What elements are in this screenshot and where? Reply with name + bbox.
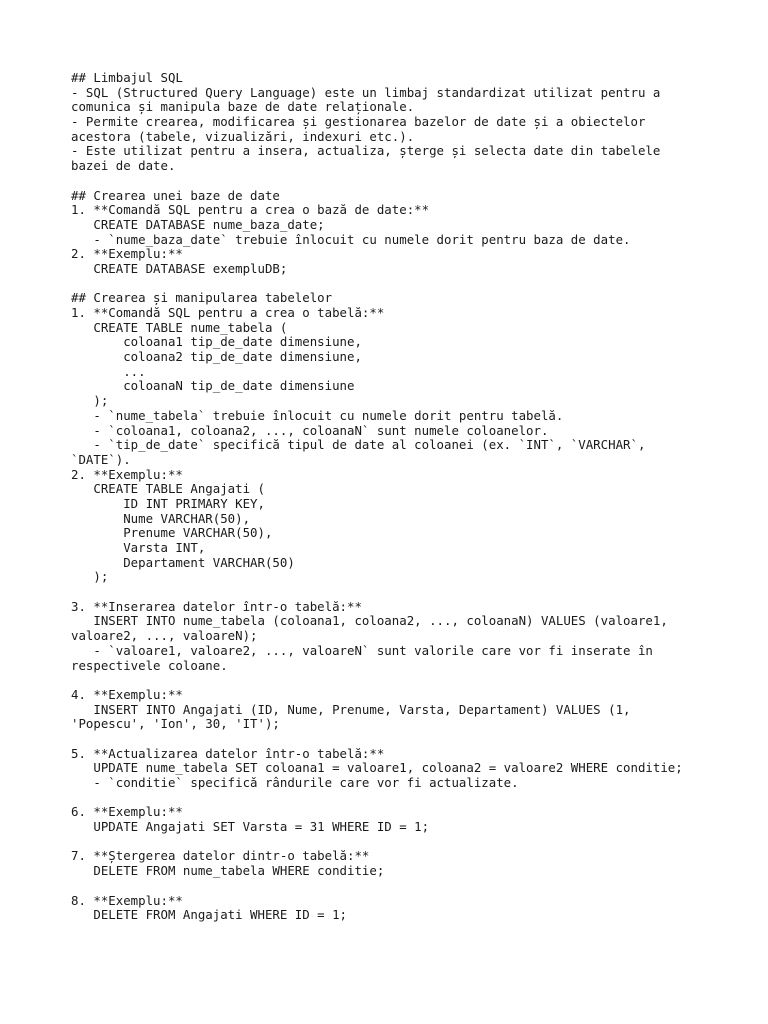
text-line: Prenume VARCHAR(50), bbox=[71, 525, 273, 541]
text-line: CREATE DATABASE exempluDB; bbox=[71, 260, 288, 276]
document-section bbox=[71, 849, 731, 878]
text-line: Nume VARCHAR(50), bbox=[71, 510, 251, 526]
document-section bbox=[71, 291, 731, 585]
text-line: - `nume_tabela` trebuie înlocuit cu numele dorit pentru tabelă. bbox=[71, 407, 564, 423]
text-line: ); bbox=[71, 393, 109, 409]
text-line: 'Popescu', 'Ion', 30, 'IT'); bbox=[71, 716, 280, 732]
section-spacer bbox=[71, 879, 731, 894]
section-spacer bbox=[71, 732, 731, 747]
text-line: CREATE TABLE nume_tabela ( bbox=[71, 319, 288, 335]
text-line: Departament VARCHAR(50) bbox=[71, 554, 295, 570]
text-line: 1. **Comandă SQL pentru a crea o tabelă:** bbox=[71, 305, 385, 320]
section-heading: ## Limbajul SQL bbox=[71, 70, 183, 85]
text-line: - `tip_de_date` specifică tipul de date al coloanei (ex. `INT`, `VARCHAR`, bbox=[71, 437, 646, 453]
text-line: UPDATE Angajati SET Varsta = 31 WHERE ID = 1; bbox=[71, 819, 430, 835]
document-page bbox=[71, 71, 731, 923]
section-spacer bbox=[71, 277, 731, 292]
text-line: UPDATE nume_tabela SET coloana1 = valoare1, coloana2 = valoare2 WHERE conditie; bbox=[71, 760, 683, 776]
text-line: 2. **Exemplu:** bbox=[71, 466, 183, 482]
text-line: - SQL (Structured Query Language) este un limbaj standardizat utilizat pentru a bbox=[71, 84, 661, 100]
text-line: INSERT INTO nume_tabela (coloana1, coloana2, ..., coloanaN) VALUES (valoare1, bbox=[71, 613, 668, 629]
section-spacer bbox=[71, 835, 731, 850]
text-line: `DATE`). bbox=[71, 451, 131, 467]
text-line: coloanaN tip_de_date dimensiune bbox=[71, 378, 355, 394]
text-line: 6. **Exemplu:** bbox=[71, 804, 183, 820]
document-section bbox=[71, 688, 731, 732]
text-line: respectivele coloane. bbox=[71, 657, 228, 673]
text-line: - `valoare1, valoare2, ..., valoareN` sunt valorile care vor fi inserate în bbox=[71, 642, 653, 658]
text-line: 1. **Comandă SQL pentru a crea o bază de date:** bbox=[71, 202, 430, 218]
text-line: valoare2, ..., valoareN); bbox=[71, 628, 258, 644]
text-line: CREATE TABLE Angajati ( bbox=[71, 481, 265, 497]
text-line: ID INT PRIMARY KEY, bbox=[71, 495, 265, 511]
text-line: 2. **Exemplu:** bbox=[71, 246, 183, 262]
text-line: DELETE FROM nume_tabela WHERE conditie; bbox=[71, 863, 385, 879]
text-line: DELETE FROM Angajati WHERE ID = 1; bbox=[71, 907, 348, 923]
document-section bbox=[71, 894, 731, 923]
text-line: 4. **Exemplu:** bbox=[71, 686, 183, 702]
text-line: ); bbox=[71, 569, 109, 585]
text-line: CREATE DATABASE nume_baza_date; bbox=[71, 216, 325, 232]
section-spacer bbox=[71, 673, 731, 688]
section-spacer bbox=[71, 585, 731, 600]
text-line: coloana2 tip_de_date dimensiune, bbox=[71, 349, 362, 365]
section-spacer bbox=[71, 174, 731, 189]
text-line: - Permite crearea, modificarea și gestionarea bazelor de date și a obiectelor bbox=[71, 114, 646, 130]
text-line: ... bbox=[71, 363, 146, 379]
text-line: coloana1 tip_de_date dimensiune, bbox=[71, 334, 362, 350]
document-section bbox=[71, 71, 731, 174]
text-line: - `coloana1, coloana2, ..., coloanaN` sunt numele coloanelor. bbox=[71, 422, 549, 438]
text-line: 3. **Inserarea datelor într-o tabelă:** bbox=[71, 598, 362, 614]
text-line: 7. **Ștergerea datelor dintr-o tabelă:** bbox=[71, 848, 370, 864]
text-line: acestora (tabele, vizualizări, indexuri etc.). bbox=[71, 128, 415, 144]
text-line: - Este utilizat pentru a insera, actualiza, șterge și selecta date din tabelele bbox=[71, 143, 661, 159]
text-line: comunica și manipula baze de date relaționale. bbox=[71, 99, 415, 115]
section-heading: ## Crearea unei baze de date bbox=[71, 187, 280, 203]
text-line: - `nume_baza_date` trebuie înlocuit cu numele dorit pentru baza de date. bbox=[71, 231, 631, 247]
document-section bbox=[71, 747, 731, 791]
text-line: Varsta INT, bbox=[71, 540, 206, 555]
document-section bbox=[71, 600, 731, 673]
document-section bbox=[71, 805, 731, 834]
text-line: 8. **Exemplu:** bbox=[71, 892, 183, 908]
text-line: 5. **Actualizarea datelor într-o tabelă:** bbox=[71, 745, 385, 761]
text-line: bazei de date. bbox=[71, 158, 176, 174]
document-section bbox=[71, 189, 731, 277]
text-line: INSERT INTO Angajati (ID, Nume, Prenume, Varsta, Departament) VALUES (1, bbox=[71, 701, 631, 717]
section-spacer bbox=[71, 791, 731, 806]
section-heading: ## Crearea și manipularea tabelelor bbox=[71, 290, 333, 306]
text-line: - `conditie` specifică rândurile care vor fi actualizate. bbox=[71, 775, 519, 790]
